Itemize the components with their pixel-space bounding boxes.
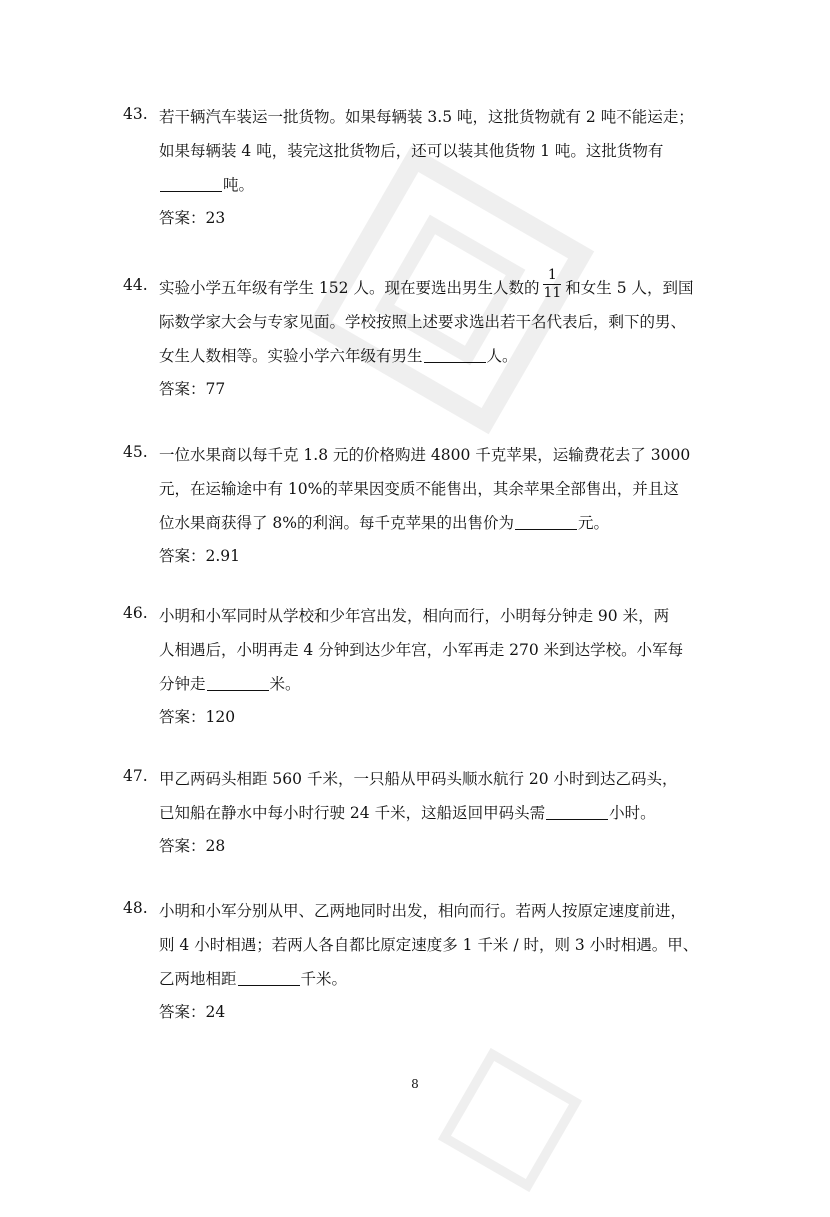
answer-value: 28 [205, 837, 226, 855]
answer-blank [424, 347, 486, 364]
question-text-line: 际数学家大会与专家见面。学校按照上述要求选出若干名代表后，剩下的男、 [159, 313, 687, 331]
question-text-line: 小明和小军同时从学校和少年宫出发，相向而行，小明每分钟走 90 米，两 [159, 607, 670, 625]
question-text-line: 小明和小军分别从甲、乙两地同时出发，相向而行。若两人按原定速度前进， [159, 902, 687, 920]
answer: 答案：2.91 [159, 547, 241, 565]
question-number: 43. [123, 105, 148, 123]
question-number: 45. [123, 443, 148, 461]
answer-value: 23 [205, 209, 226, 227]
answer: 答案：120 [159, 708, 236, 726]
answer: 答案：24 [159, 1003, 226, 1021]
question-text-line: 吨。 [159, 173, 254, 195]
question-number: 44. [123, 276, 148, 294]
answer-blank [515, 514, 577, 531]
answer-blank [207, 675, 269, 692]
question-text-line: 则 4 小时相遇；若两人各自都比原定速度多 1 千米 / 时，则 3 小时相遇。甲、 [159, 936, 699, 954]
answer: 答案：23 [159, 209, 226, 227]
question-text-line: 分钟走 米。 [159, 675, 301, 693]
answer-value: 77 [205, 380, 226, 398]
question-text-line: 元，在运输途中有 10%的苹果因变质不能售出，其余苹果全部售出，并且这 [159, 480, 679, 498]
answer-blank [238, 970, 300, 987]
answer-value: 24 [205, 1003, 226, 1021]
watermark-logo-bottom [402, 1023, 618, 1217]
question-text-line: 若干辆汽车装运一批货物。如果每辆装 3.5 吨，这批货物就有 2 吨不能运走； [159, 108, 694, 126]
question-text-line: 人相遇后，小明再走 4 分钟到达少年宫，小军再走 270 米到达学校。小军每 [159, 641, 684, 659]
question-text-line: 实验小学五年级有学生 152 人。现在要选出男生人数的 $\frac{1}{11}$ 和女生 5 人，到国 [159, 266, 694, 301]
question-text-line: 乙两地相距 千米。 [159, 970, 348, 988]
answer-value: 120 [205, 708, 236, 726]
question-text-line: 女生人数相等。实验小学六年级有男生 人。 [159, 347, 518, 365]
answer: 答案：28 [159, 837, 226, 855]
answer-blank [546, 804, 608, 821]
answer-value: 2.91 [205, 547, 241, 565]
answer-blank [160, 176, 222, 193]
question-text-line: 一位水果商以每千克 1.8 元的价格购进 4800 千克苹果，运输费花去了 3000 [159, 446, 691, 464]
answer: 答案：77 [159, 380, 226, 398]
question-number: 46. [123, 604, 148, 622]
question-text-line: 位水果商获得了 8%的利润。每千克苹果的出售价为 元。 [159, 514, 610, 532]
question-text-line: 如果每辆装 4 吨，装完这批货物后，还可以装其他货物 1 吨。这批货物有 [159, 142, 664, 160]
question-number: 48. [123, 899, 148, 917]
fraction: $\frac{1}{11}$ [543, 266, 562, 301]
question-text-line: 已知船在静水中每小时行驶 24 千米，这船返回甲码头需 小时。 [159, 804, 656, 822]
page-number: 8 [411, 1077, 419, 1091]
question-number: 47. [123, 767, 148, 785]
question-text-line: 甲乙两码头相距 560 千米，一只船从甲码头顺水航行 20 小时到达乙码头， [159, 770, 678, 788]
